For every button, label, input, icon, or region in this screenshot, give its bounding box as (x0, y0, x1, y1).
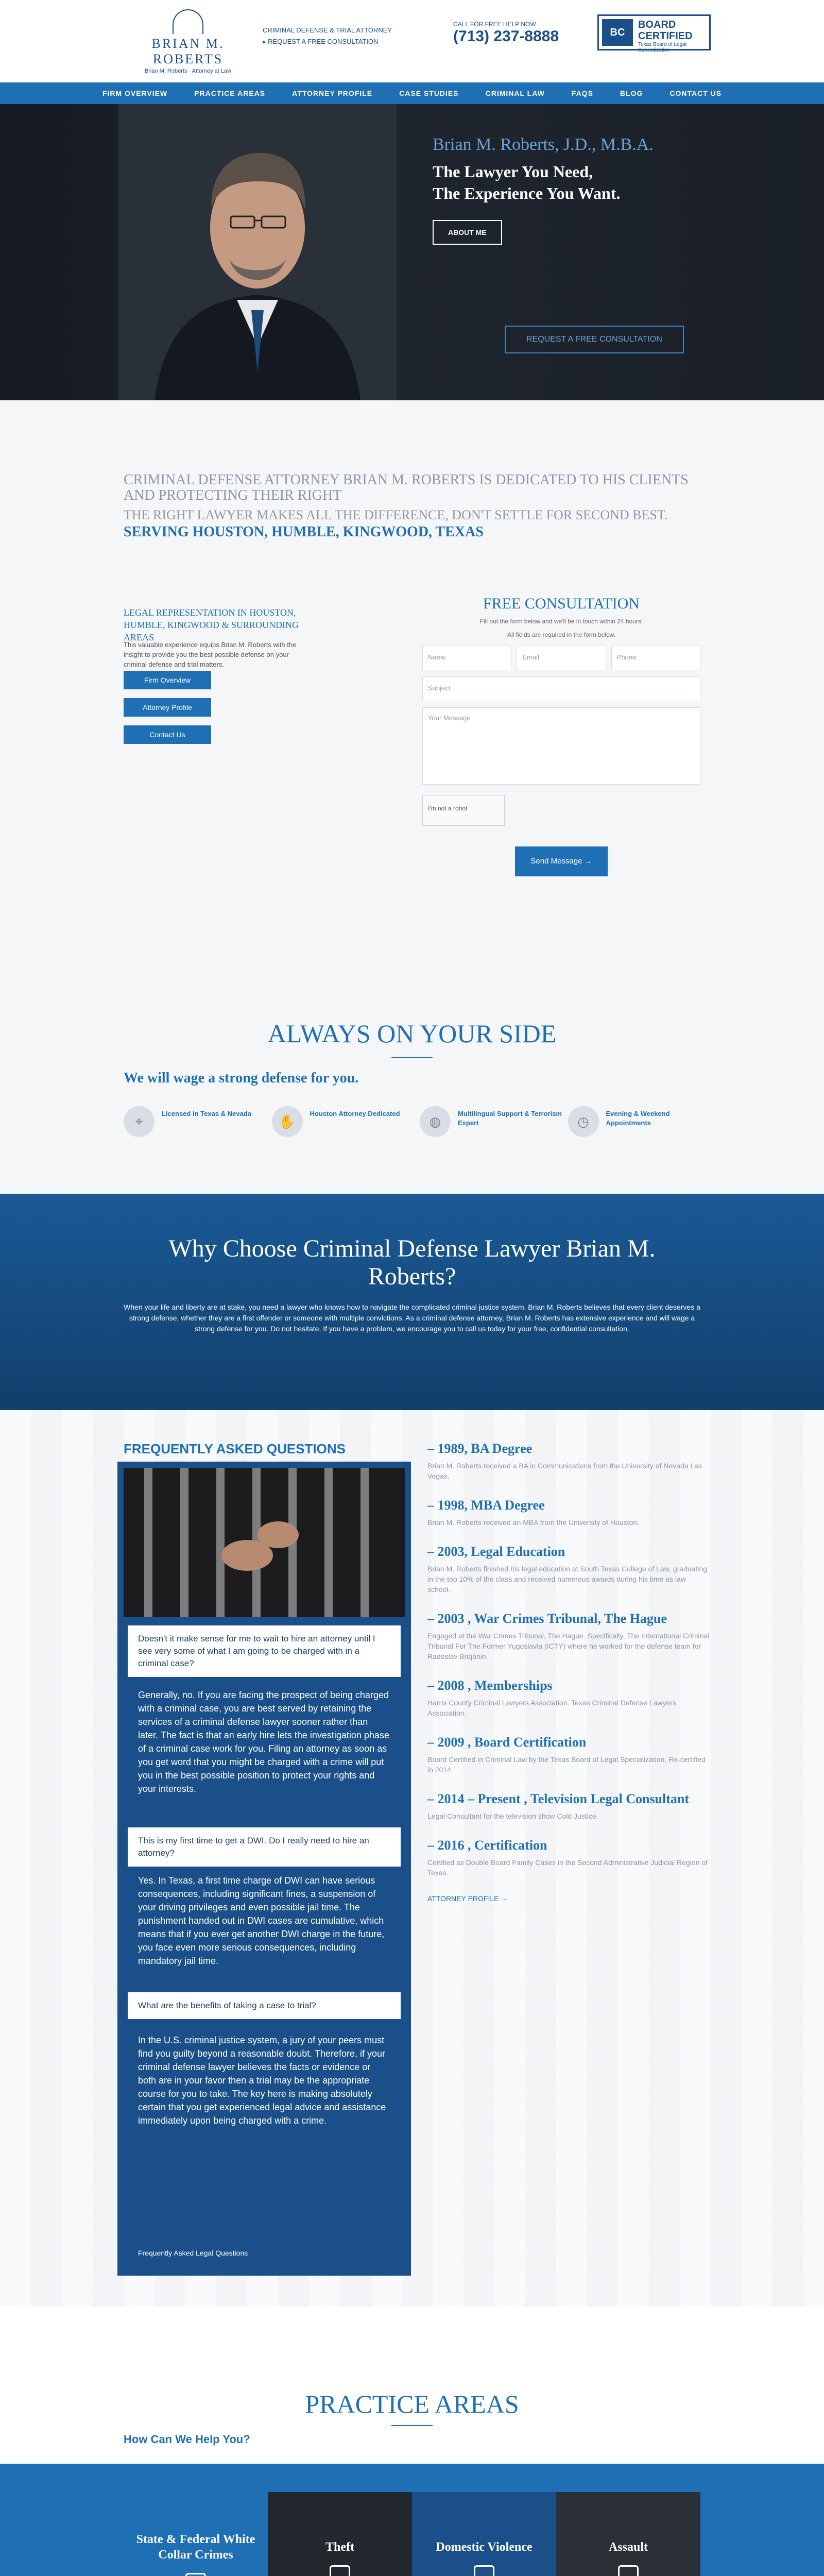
intro-subheading: THE RIGHT LAWYER MAKES ALL THE DIFFERENCE, DON'T SETTLE FOR SECOND BEST. (124, 507, 668, 522)
subject-field[interactable]: Subject (422, 676, 700, 701)
feature-list (124, 1106, 716, 1137)
shield-icon (330, 2565, 350, 2576)
header-consult-link[interactable]: ▸ REQUEST A FREE CONSULTATION (263, 38, 379, 45)
practice-tile-label: State & Federal White Collar Crimes (136, 2533, 255, 2562)
nav-contact-us[interactable]: CONTACT US (670, 89, 722, 97)
feature-item (124, 1106, 272, 1137)
feature-text: Multilingual Support & Terrorism Expert (458, 1110, 562, 1127)
legal-representation-heading: LEGAL REPRESENTATION IN HOUSTON, HUMBLE, KINGWOOD & SURROUNDING AREAS (124, 607, 299, 642)
feature-item (272, 1106, 420, 1137)
form-note: All fields are required in the form below. (507, 631, 616, 638)
name-field[interactable]: Name (422, 646, 511, 670)
nav-criminal-law[interactable]: CRIMINAL LAW (485, 89, 545, 97)
map-pin-icon: ⌖ (124, 1106, 154, 1137)
why-choose-section (0, 1194, 824, 1410)
timeline-title: – 1989, BA Degree (427, 1441, 533, 1456)
practice-grid (0, 2464, 824, 2576)
timeline-text: Board Certified in Criminal Law by the Texas Board of Legal Specialization. Re-certified in 2014. (427, 1755, 706, 1774)
timeline-item (427, 1791, 711, 1821)
practice-tile[interactable] (268, 2492, 412, 2576)
intro-section (0, 400, 824, 1194)
nav-firm-overview[interactable]: FIRM OVERVIEW (102, 89, 168, 97)
timeline-item (427, 1678, 711, 1718)
send-message-button[interactable]: Send Message → (515, 846, 608, 876)
attorney-profile-link[interactable]: ATTORNEY PROFILE → (427, 1894, 508, 1903)
form-subtitle: Fill out the form below and we'll be in touch within 24 hours! (479, 618, 643, 625)
clock-icon: ◷ (568, 1106, 599, 1137)
timeline-item (427, 1611, 711, 1662)
timeline-item (427, 1441, 711, 1481)
logo-name: BRIAN M. ROBERTS (151, 36, 225, 66)
career-timeline (427, 1441, 711, 1904)
divider (391, 1057, 433, 1058)
hero-consultation-button[interactable]: REQUEST A FREE CONSULTATION (505, 326, 684, 353)
practice-tile-label: Theft (325, 2540, 354, 2554)
timeline-title: – 2003, Legal Education (427, 1544, 565, 1559)
form-title: FREE CONSULTATION (483, 595, 640, 612)
timeline-text: Engaged at the War Crimes Tribunal, The Hague. Specifically, The International Criminal Tribunal For The Former Yugoslavia (ICTY) where he worked for the defense team for Radoslav Brdjanin. (427, 1632, 710, 1660)
timeline-text: Brian M. Roberts finished his legal education at South Texas College of Law, graduating in the top 10% of the class and received numerous awards during his time as law school. (427, 1565, 707, 1594)
site-logo[interactable] (118, 9, 258, 74)
side-subtitle: We will wage a strong defense for you. (124, 1070, 359, 1086)
phone-field[interactable]: Phone (611, 646, 700, 670)
practice-tile[interactable] (124, 2492, 268, 2576)
about-me-button[interactable]: ABOUT ME (433, 220, 502, 245)
timeline-text: Legal Consultant for the television show Cold Justice. (427, 1812, 598, 1820)
hero-tagline-1: The Lawyer You Need, (433, 162, 593, 181)
timeline-title: – 2008 , Memberships (427, 1678, 553, 1693)
timeline-text: Brian M. Roberts received an MBA from the University of Houston. (427, 1518, 639, 1527)
main-nav (0, 82, 824, 104)
practice-subtitle: How Can We Help You? (124, 2433, 250, 2446)
attorney-portrait (118, 104, 397, 400)
feature-item (568, 1106, 716, 1137)
timeline-title: – 2016 , Certification (427, 1838, 547, 1853)
feature-item (420, 1106, 568, 1137)
contact-us-button[interactable]: Contact Us (124, 725, 211, 744)
side-title: ALWAYS ON YOUR SIDE (267, 1019, 557, 1048)
practice-tile-label: Domestic Violence (436, 2540, 533, 2554)
shield-icon (185, 2573, 206, 2576)
header-tagline: CRIMINAL DEFENSE & TRIAL ATTORNEY (263, 26, 392, 34)
nav-faqs[interactable]: FAQS (571, 89, 593, 97)
practice-tile[interactable] (556, 2492, 700, 2576)
shield-icon (618, 2565, 639, 2576)
board-sub: Texas Board of Legal Specialization (638, 42, 686, 53)
practice-tiles (124, 2492, 700, 2576)
faq-timeline-section (0, 1410, 824, 2307)
logo-sub: Brian M. Roberts · Attorney at Law (144, 68, 232, 74)
divider (391, 2425, 433, 2426)
practice-tile-label: Assault (608, 2540, 648, 2554)
legal-representation-text: This valuable experience equips Brian M. Roberts with the insight to provide you the best possible defense on your criminal defense and trial matters. (124, 641, 297, 668)
board-mark: BC (602, 19, 633, 46)
shield-icon (474, 2565, 494, 2576)
faq-answer: Yes. In Texas, a first time charge of DWI can have serious consequences, including significant fines, a suspension of your driving privileges and even possible jail time. The punishment handed out in DWI cases are cumulative, which means that if you ever get another DWI charge in the future, you face even more serious consequences, including mandatory jail time. (138, 1875, 385, 1966)
phone-number[interactable]: (713) 237-8888 (453, 28, 559, 45)
faq-question[interactable]: What are the benefits of taking a case to trial? (128, 1992, 401, 2019)
practice-tile[interactable] (412, 2492, 556, 2576)
why-title: Why Choose Criminal Defense Lawyer Brian M. Roberts? (168, 1235, 656, 1290)
hero-attorney-name: Brian M. Roberts, J.D., M.B.A. (433, 135, 654, 154)
nav-case-studies[interactable]: CASE STUDIES (399, 89, 459, 97)
serving-areas: SERVING HOUSTON, HUMBLE, KINGWOOD, TEXAS (124, 524, 484, 540)
header-phone[interactable] (453, 21, 559, 45)
faq-answer: In the U.S. criminal justice system, a jury of your peers must find you guilty beyond a reasonable doubt. Therefore, if your criminal defense lawyer believes the facts or evidence or both are in your favor then a trial may be the appropriate course for you to take. The key here is making absolutely certain that you get experienced legal advice and assistance immediately upon being charged with a crime. (138, 2035, 386, 2126)
hero-tagline (433, 161, 620, 204)
practice-areas-section (0, 2307, 824, 2576)
hero-tagline-2: The Experience You Want. (433, 184, 621, 202)
header-taglines (263, 25, 392, 47)
timeline-title: – 2014 – Present , Television Legal Consultant (427, 1791, 690, 1806)
phone-label: CALL FOR FREE HELP NOW (453, 21, 536, 28)
faq-question[interactable]: This is my first time to get a DWI. Do I really need to hire an attorney? (128, 1827, 401, 1867)
timeline-title: – 2009 , Board Certification (427, 1735, 587, 1750)
intro-heading: CRIMINAL DEFENSE ATTORNEY BRIAN M. ROBERTS IS DEDICATED TO HIS CLIENTS AND PROTECTING THEIR RIGHT (124, 472, 689, 503)
globe-icon: ◍ (420, 1106, 451, 1137)
timeline-text: Brian M. Roberts received a BA in Communications from the University of Nevada Las Vegas. (427, 1462, 702, 1480)
firm-overview-button[interactable]: Firm Overview (124, 671, 211, 689)
board-main: CERTIFIED (638, 30, 693, 42)
form-row (422, 676, 700, 701)
nav-practice-areas[interactable]: PRACTICE AREAS (194, 89, 266, 97)
why-text: When your life and liberty are at stake, you need a lawyer who knows how to navigate the complicated criminal justice system. Brian M. Roberts believes that every client deserves a strong defense, whether they are a first offender or someone with multiple convictions. As a criminal defense attorney, Brian M. Roberts has extensive experience and will wage a strong defense for you. Do not hesitate. If you have a problem, we encourage you to call us today for your free, confidential consultation. (124, 1303, 700, 1333)
logo-mark (173, 9, 203, 34)
timeline-item (427, 1735, 711, 1775)
jail-bars-image (124, 1468, 405, 1617)
handshake-icon: ✋ (272, 1106, 303, 1137)
timeline-text: Harris County Criminal Lawyers Association. Texas Criminal Defense Lawyers Association. (427, 1699, 676, 1717)
timeline-title: – 2003 , War Crimes Tribunal, The Hague (427, 1611, 667, 1626)
email-field[interactable]: Email (517, 646, 606, 670)
timeline-text: Certified as Double Board Family Cases in the Second Administrative Judicial Region of Texas. (427, 1858, 708, 1877)
practice-title: PRACTICE AREAS (305, 2389, 519, 2418)
site-header (0, 0, 824, 82)
captcha-checkbox[interactable]: I'm not a robot (422, 795, 505, 826)
faq-question[interactable]: Doesn't it make sense for me to wait to hire an attorney until I see very some of what I am going to be charged with in a criminal case? (128, 1625, 401, 1677)
message-field[interactable]: Your Message (422, 707, 700, 785)
timeline-title: – 1998, MBA Degree (427, 1498, 545, 1513)
faq-panel (117, 1462, 411, 2276)
timeline-item (427, 1498, 711, 1528)
board-top: BOARD (638, 19, 676, 30)
free-consultation-form (422, 595, 700, 876)
faq-answer: Generally, no. If you are facing the prospect of being charged with a criminal case, you are best served by retaining the services of a criminal defense lawyer sooner rather than later. The fact is that an early hire lets the investigation phase of a criminal case work for you. Filing an attorney as soon as you get word that you might be charged with a crime will put you in the best possible position to protect your rights and your interests. (138, 1690, 389, 1794)
hero-banner (0, 104, 824, 400)
timeline-item (427, 1544, 711, 1595)
faq-more-link[interactable]: Frequently Asked Legal Questions (138, 2249, 248, 2257)
nav-attorney-profile[interactable]: ATTORNEY PROFILE (292, 89, 373, 97)
board-certified-badge (597, 14, 711, 53)
attorney-profile-button[interactable]: Attorney Profile (124, 698, 211, 717)
form-row (422, 646, 700, 670)
feature-text: Licensed in Texas & Nevada (162, 1110, 251, 1117)
faq-title: FREQUENTLY ASKED QUESTIONS (124, 1441, 346, 1456)
timeline-item (427, 1838, 711, 1878)
nav-blog[interactable]: BLOG (620, 89, 643, 97)
feature-text: Houston Attorney Dedicated (310, 1110, 400, 1117)
feature-text: Evening & Weekend Appointments (606, 1110, 670, 1127)
